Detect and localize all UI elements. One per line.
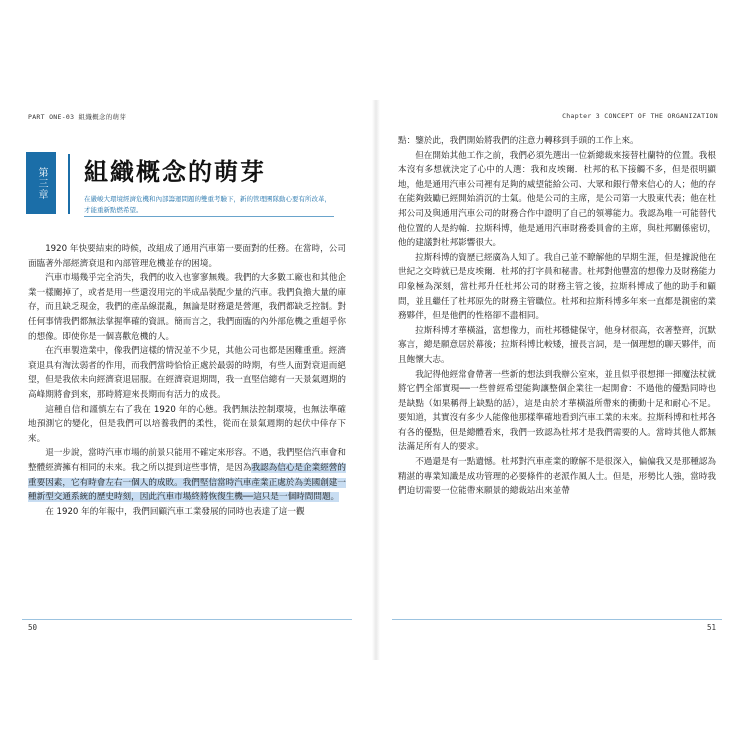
chapter-title: 組織概念的萌芽 [84, 158, 266, 186]
highlighted-text: 我認為信心是企業經營的重要因素，它有時會左右一個人的成敗。我們堅信當時汽車產業正處於為美國創建一種新型交通系統的歷史時刻，因此汽車市場終將恢復生機──這只是一個時間問題。 [28, 462, 346, 503]
folio-rule [22, 619, 352, 620]
paragraph: 1920 年快要結束的時候，改組成了通用汽車第一要面對的任務。在當時，公司面臨著外部經濟衰退和內部管理危機並存的困境。 [28, 244, 346, 269]
paragraph: 不過還是有一點遺憾。杜邦對汽車產業的瞭解不是很深入，偏偏我又是那種認為精湛的專業知識是成功管理的必要條件的老派作風人士。但是，形勢比人強，當時我們迫切需要一位能帶來願景的總裁站出來並帶 [398, 457, 716, 497]
paragraph: 在汽車製造業中，像我們這樣的情況並不少見，其他公司也都是困難重重。經濟衰退具有淘汰弱者的作用，而我們當時恰恰正處於最弱的時期，有些人面對衰退而絕望，但是我依未向經濟衰退屈服。在經濟衰退期間，我一直堅信總有一天景氣週期的高峰期將會到來，那時將迎來長期而有活力的成長。 [28, 346, 346, 400]
page-number: 50 [28, 623, 38, 632]
paragraph: 我記得他經常會帶著一些新的想法到我辦公室來，並且似乎很想揮一揮魔法杖就將它們全部實現──一些曾經希望能夠讓整個企業往一起開會：不過他的優點同時也是缺點（如果稱得上缺點的話），這是由於才華橫溢所帶來的衝動十足和耐心不足。要知道，其實沒有多少人能像他那樣準確地看到汽車工業的未來。拉斯科博和杜邦各有各的優點，但是總體看來，我們一致認為杜邦才是我們需要的人。當時其他人都無法滿足所有人的要求。 [398, 369, 716, 453]
paragraph: 拉斯科博的資歷已經廣為人知了。我自己並不瞭解他的早期生涯，但是據說他在世紀之交時就已是皮埃爾．杜邦的打字員和秘書。杜邦對他豐富的想像力及財務能力印象極為深刻，當杜邦升任杜邦公司的財務主管之後，拉斯科博成了他的助手和顧問，並且繼任了杜邦原先的財務主管職位。杜邦和拉斯科博多年來一直都是親密的業務夥伴，但是他們的性格卻不盡相同。 [398, 252, 716, 322]
running-head: PART ONE-03 組織概念的萌芽 [28, 113, 127, 121]
paragraph-text: 退一步說，當時汽車市場的前景只能用不確定來形容。不過，我們堅信汽車會和整體經濟擁有相同的未來。我之所以提到這些事情，是因為 [28, 448, 346, 473]
paragraph: 在 1920 年的年報中，我們回顧汽車工業發展的同時也表達了這一觀 [45, 506, 305, 517]
paragraph: 汽車市場幾乎完全消失，我們的收入也寥寥無幾。我們的大多數工廠也和其他企業一樣關掉了，或者是用一些還沒用完的半成品裝配少量的汽車。我們負擔大量的庫存，而且缺乏現金，我們的產品線混亂，無論是財務還是營運，我們都缺乏控制。對任何事情我們都無法掌握準確的資訊。簡而言之，我們面臨的內外部危機之重超乎你的想像。即使你是一個喜歡危機的人。 [28, 273, 346, 342]
folio-rule [392, 619, 722, 620]
paragraph: 這種自信和謹慎左右了我在 1920 年的心態。我們無法控制環境，也無法準確地預測它的變化，但是我們可以培養我們的柔性，從而在景氣週期的起伏中倖存下來。 [28, 404, 346, 444]
left-page [22, 112, 352, 632]
book-gutter [372, 100, 380, 660]
paragraph: 拉斯科博才華橫溢，富想像力，而杜邦穩健保守，他身材很高，衣著整齊，沉默寡言，總是願意居於幕後；拉斯科博比較矮，擅長言詞，是一個理想的聊天夥伴，而且飽懷大志。 [398, 325, 716, 365]
chapter-rule [68, 154, 70, 214]
paragraph: 點：鑒於此，我們開始將我們的注意力轉移到手頭的工作上來。 [398, 136, 639, 146]
paragraph: 但在開始其他工作之前，我們必須先選出一位新總裁來接替杜蘭特的位置。我根本沒有多想就決定了心中的人選：我和皮埃爾．杜邦的私下接觸不多，但是很明顯地，他是通用汽車公司裡有足夠的威望能給公司、大眾和銀行帶來信心的人；他的存在能夠鼓勵已經開始消沉的士氣。他是公司的主席，是公司第一大股東代表；他在杜邦公司及與通用汽車公司的財務合作中證明了自己的領導能力。我認為唯一可能替代他位置的人是約翰．拉斯科博，他是通用汽車財務委員會的主席，與杜邦關係密切，他的建議對杜邦影響很大。 [398, 150, 716, 249]
page-number: 51 [706, 623, 716, 632]
running-head: Chapter 3 CONCEPT OF THE ORGANIZATION [562, 112, 718, 120]
chapter-label: 第三章 [26, 152, 56, 214]
right-page [392, 112, 722, 632]
left-body-text [28, 242, 346, 519]
paragraph-with-highlight [28, 446, 346, 504]
right-body-text [398, 134, 716, 499]
chapter-note: 在嚴峻大環境經濟危機和內部籌運問題的雙重考驗下，新的管理團隊動心要有所改革，才能重新點燃希望。 [84, 194, 334, 217]
